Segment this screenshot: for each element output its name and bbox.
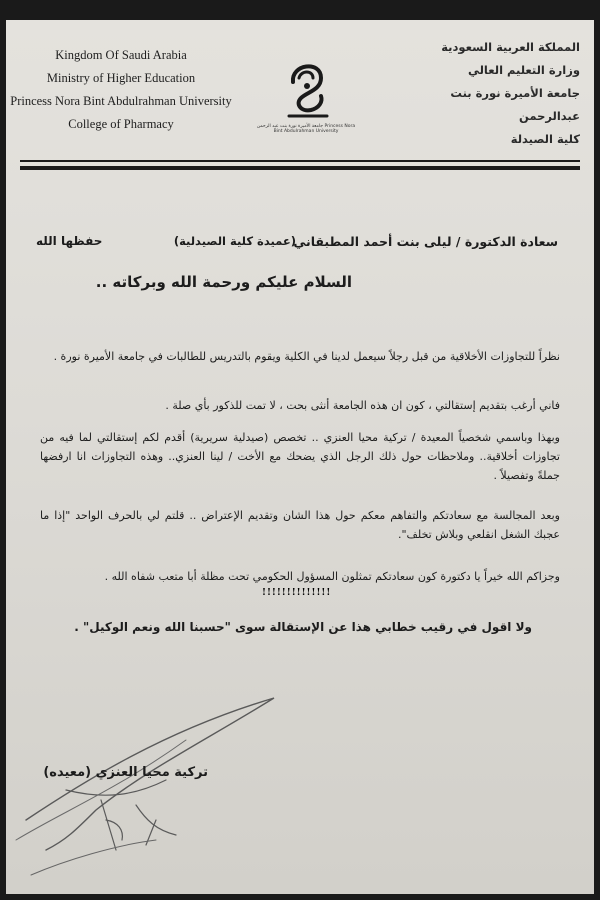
blessing: حفظها الله	[36, 234, 103, 248]
letter-paper: Kingdom Of Saudi Arabia Ministry of Higher Education Princess Nora Bint Abdulrahman University College of Pharmacy جامعة الأميرة نورة بنت عبد الرحمن Princess Nora Bint Abdulrahman University المملكة العربية السعودية وزارة التعليم العالي جامعة الأميرة نورة بنت عبدالرحمن كلية الصيدلة سعادة الدكتورة / ليلى بنت أحمد المطبقاني (عميدة كلية الصيدلية) حفظها الله السلام عليكم ورحمة الله وبركاته .. نظراً للتجاوزات الأخلاقية من قبل رجلاً سيعمل لدينا في الكلية ويقوم بالتدريس للطالبات في جامعة الأميرة نورة . فاني أرغب بتقديم إستقالتي ، كون ان هذه الجامعة أنثى بحت ، لا تمت للذكور بأي صلة . وبهذا وباسمي شخصياً المعيدة / تركية محيا العنزي .. تخصص (صيدلية سريرية) أقدم لكم إستقالتي لما فيه من تجاوزات أخلاقية.. وملاحظات حول ذلك الرجل الذي يضحك مع الأخت / لينا العنزي.. وهذه التجاوزات انا ارفضها جملةً وتفصيلاً . وبعد المجالسة مع سعادتكم والتفاهم معكم حول هذا الشان وتقديم الإعتراض .. قلتم لي بالحرف الواحد "إذا ما عجبك الشغل انقلعي وبلاش تخلف". وجزاكم الله خيراً يا دكتورة كون سعادتكم تمثلون المسؤول الحكومي تحت مظلة أبا متعب شفاه الله . !!!!!!!!!!!!!! ولا اقول في رقيب خطابي هذا عن الإستقالة سوى "حسبنا الله ونعم الوكيل" . تركية محيا العنزي (معيده)	[6, 20, 594, 894]
university-logo-icon	[271, 52, 341, 132]
closing-line: ولا اقول في رقيب خطابي هذا عن الإستقالة سوى "حسبنا الله ونعم الوكيل" .	[74, 620, 532, 634]
logo-caption: جامعة الأميرة نورة بنت عبد الرحمن Princess Nora Bint Abdulrahman University	[256, 124, 356, 134]
body-paragraph: وبعد المجالسة مع سعادتكم والتفاهم معكم حول هذا الشان وتقديم الإعتراض .. قلتم لي بالحرف الواحد "إذا ما عجبك الشغل انقلعي وبلاش تخلف".	[40, 509, 560, 541]
header-arabic-line: كلية الصيدلة	[510, 132, 580, 146]
header-arabic-line: المملكة العربية السعودية	[441, 40, 580, 54]
body-paragraph: وجزاكم الله خيراً يا دكتورة كون سعادتكم تمثلون المسؤول الحكومي تحت مظلة أبا متعب شفاه الله .	[104, 570, 560, 583]
addressee: سعادة الدكتورة / ليلى بنت أحمد المطبقاني	[293, 234, 558, 249]
header-english-block	[6, 44, 236, 136]
header-divider-thick	[20, 166, 580, 170]
header-arabic-line: جامعة الأميرة نورة بنت عبدالرحمن	[450, 86, 580, 123]
handwritten-signature-icon	[6, 670, 306, 890]
header-english-line: College of Pharmacy	[68, 117, 174, 131]
body-paragraph: نظراً للتجاوزات الأخلاقية من قبل رجلاً سيعمل لدينا في الكلية ويقوم بالتدريس للطالبات في جامعة الأميرة نورة .	[53, 350, 560, 363]
greeting: السلام عليكم ورحمة الله وبركاته ..	[95, 273, 352, 291]
header-arabic-block	[400, 36, 580, 151]
header-divider-thin	[20, 160, 580, 162]
header-english-line: Kingdom Of Saudi Arabia	[55, 48, 187, 62]
body-paragraph: فاني أرغب بتقديم إستقالتي ، كون ان هذه الجامعة أنثى بحت ، لا تمت للذكور بأي صلة .	[165, 399, 560, 412]
header-arabic-line: وزارة التعليم العالي	[467, 63, 580, 77]
body-paragraph: وبهذا وباسمي شخصياً المعيدة / تركية محيا العنزي .. تخصص (صيدلية سريرية) أقدم لكم إستقالتي لما فيه من تجاوزات أخلاقية.. وملاحظات حول ذلك الرجل الذي يضحك مع الأخت / لينا العنزي.. وهذه التجاوزات انا ارفضها جملةً وتفصيلاً .	[40, 431, 560, 482]
header-english-line: Ministry of Higher Education	[46, 71, 196, 85]
signer-name: تركية محيا العنزي (معيده)	[43, 765, 208, 780]
header-english-line: Princess Nora Bint Abdulrahman University	[10, 94, 232, 108]
exclamation-line: !!!!!!!!!!!!!!	[262, 588, 332, 598]
